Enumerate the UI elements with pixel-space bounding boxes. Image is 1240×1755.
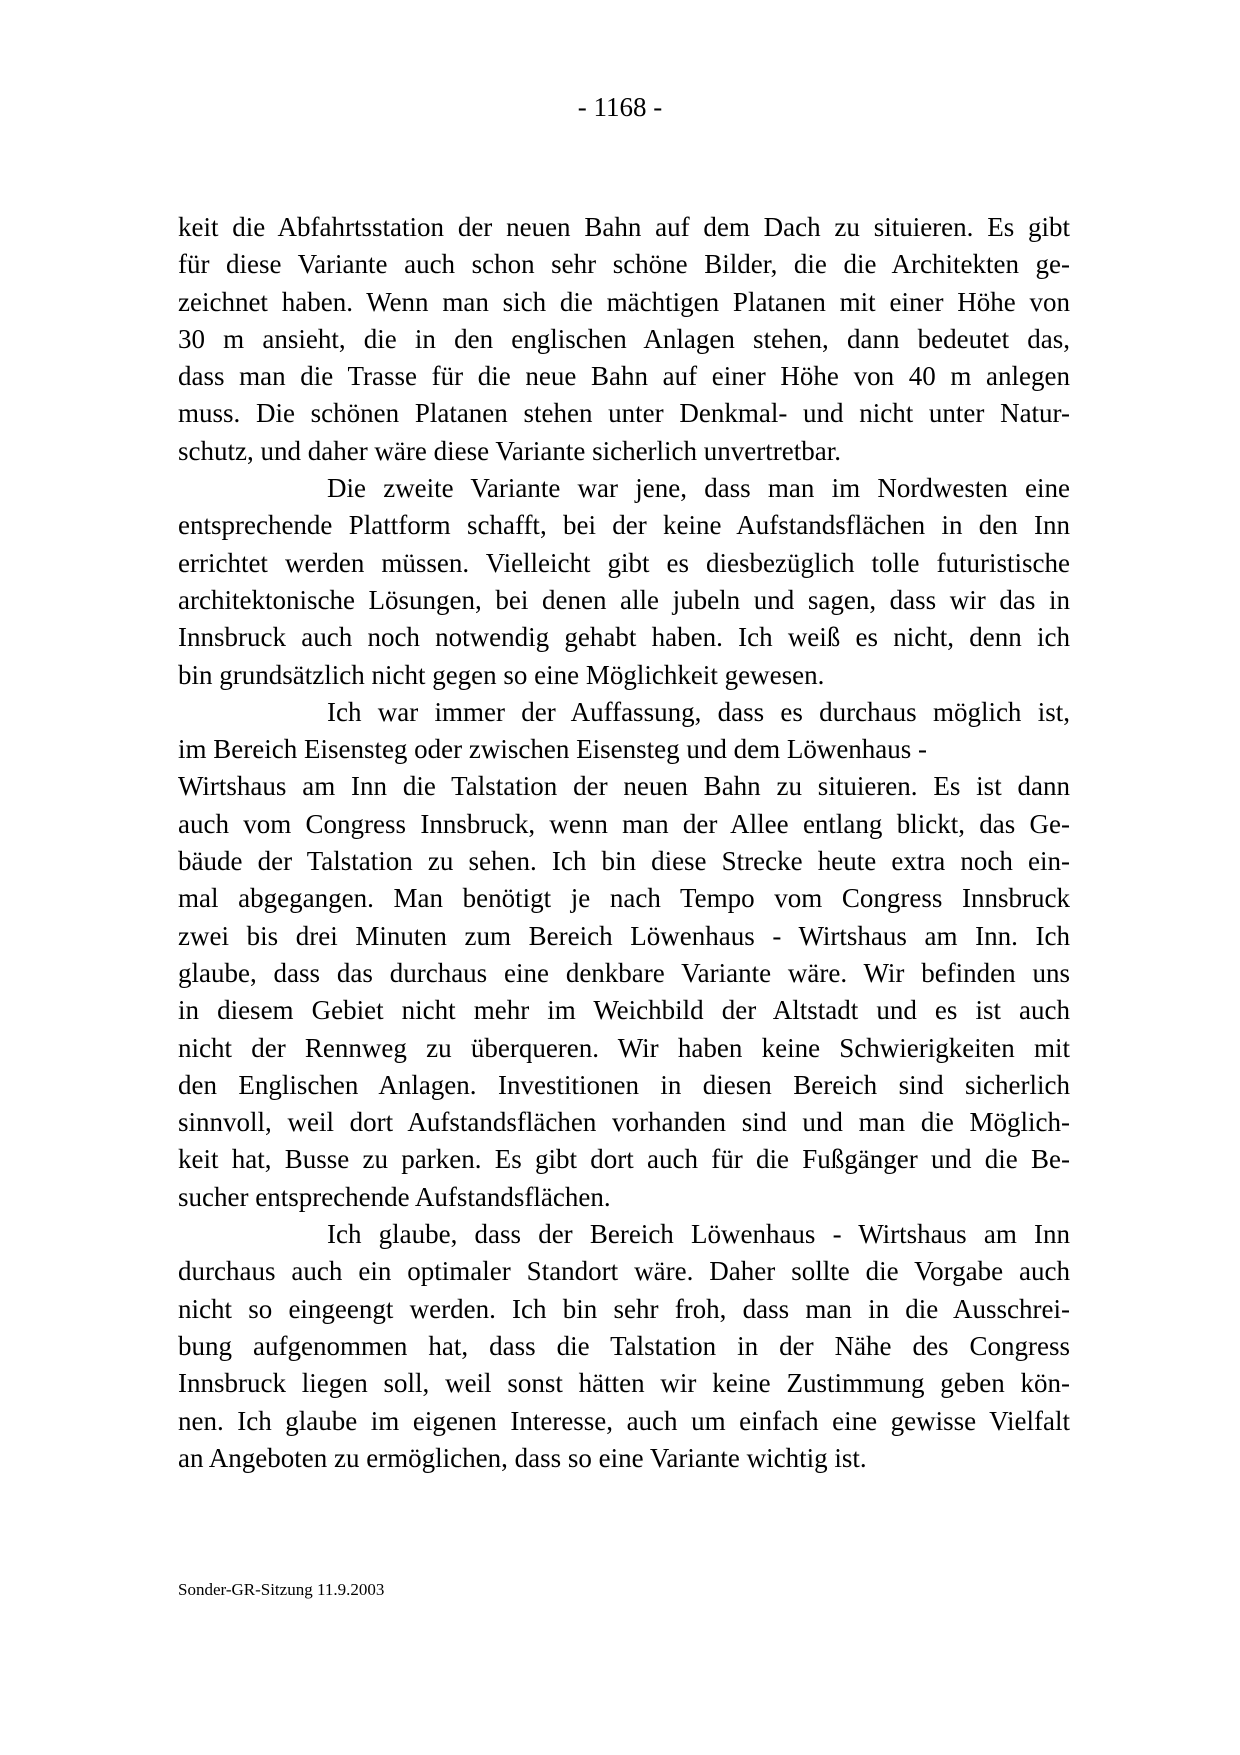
text-line: errichtet werden müssen. Vielleicht gibt es diesbezüglich tolle futuristische: [178, 547, 1070, 578]
text-line: Innsbruck liegen soll, weil sonst hätten wir keine Zustimmung geben kön-: [178, 1368, 1070, 1399]
text-line: an Angeboten zu ermöglichen, dass so eine Variante wichtig ist.: [178, 1442, 867, 1473]
text-line: zeichnet haben. Wenn man sich die mächtigen Platanen mit einer Höhe von: [178, 286, 1070, 317]
text-line: durchaus auch ein optimaler Standort wäre. Daher sollte die Vorgabe auch: [178, 1256, 1070, 1287]
paragraph: [178, 209, 1070, 470]
text-line: zwei bis drei Minuten zum Bereich Löwenhaus - Wirtshaus am Inn. Ich: [178, 920, 1070, 951]
paragraph: [178, 470, 1070, 694]
text-line: nicht der Rennweg zu überqueren. Wir haben keine Schwierigkeiten mit: [178, 1032, 1070, 1063]
text-line: glaube, dass das durchaus eine denkbare Variante wäre. Wir befinden uns: [178, 957, 1070, 988]
text-line: bung aufgenommen hat, dass die Talstation in der Nähe des Congress: [178, 1330, 1070, 1361]
text-line: sucher entsprechende Aufstandsflächen.: [178, 1181, 611, 1212]
text-line: auch vom Congress Innsbruck, wenn man der Allee entlang blickt, das Ge-: [178, 808, 1070, 839]
paragraph: [178, 694, 1070, 1216]
text-line: muss. Die schönen Platanen stehen unter Denkmal- und nicht unter Natur-: [178, 398, 1070, 429]
page-number: - 1168 -: [577, 92, 663, 122]
text-line: nicht so eingeengt werden. Ich bin sehr froh, dass man in die Ausschrei-: [178, 1293, 1070, 1324]
text-line: architektonische Lösungen, bei denen alle jubeln und sagen, dass wir das in: [178, 584, 1070, 615]
text-line: Ich glaube, dass der Bereich Löwenhaus - Wirtshaus am Inn: [327, 1219, 1070, 1250]
text-line: nen. Ich glaube im eigenen Interesse, auch um einfach eine gewisse Vielfalt: [178, 1405, 1070, 1436]
body-text: [178, 209, 1070, 1477]
text-line: Ich war immer der Auffassung, dass es durchaus möglich ist,: [327, 696, 1070, 727]
text-line: entsprechende Plattform schafft, bei der keine Aufstandsflächen in den Inn: [178, 510, 1070, 541]
text-line: Die zweite Variante war jene, dass man im Nordwesten eine: [327, 473, 1070, 504]
text-line: im Bereich Eisensteg oder zwischen Eisensteg und dem Löwenhaus -: [178, 734, 928, 765]
text-line: bin grundsätzlich nicht gegen so eine Möglichkeit gewesen.: [178, 659, 825, 690]
text-line: keit die Abfahrtsstation der neuen Bahn auf dem Dach zu situieren. Es gibt: [178, 212, 1070, 242]
text-line: keit hat, Busse zu parken. Es gibt dort auch für die Fußgänger und die Be-: [178, 1144, 1070, 1175]
text-line: Wirtshaus am Inn die Talstation der neuen Bahn zu situieren. Es ist dann: [178, 771, 1070, 802]
footer: Sonder-GR-Sitzung 11.9.2003: [178, 1580, 385, 1599]
text-line: 30 m ansieht, die in den englischen Anlagen stehen, dann bedeutet das,: [178, 323, 1070, 354]
text-line: dass man die Trasse für die neue Bahn auf einer Höhe von 40 m anlegen: [178, 361, 1070, 392]
text-line: Innsbruck auch noch notwendig gehabt haben. Ich weiß es nicht, denn ich: [178, 622, 1070, 653]
text-line: mal abgegangen. Man benötigt je nach Tempo vom Congress Innsbruck: [178, 883, 1070, 914]
text-line: bäude der Talstation zu sehen. Ich bin diese Strecke heute extra noch ein-: [178, 846, 1070, 877]
text-line: sinnvoll, weil dort Aufstandsflächen vorhanden sind und man die Möglich-: [178, 1107, 1070, 1138]
text-line: in diesem Gebiet nicht mehr im Weichbild der Altstadt und es ist auch: [178, 995, 1070, 1026]
paragraph: [178, 1216, 1070, 1477]
text-line: den Englischen Anlagen. Investitionen in diesen Bereich sind sicherlich: [178, 1069, 1070, 1100]
text-line: schutz, und daher wäre diese Variante sicherlich unvertretbar.: [178, 435, 841, 466]
text-line: für diese Variante auch schon sehr schöne Bilder, die die Architekten ge-: [178, 249, 1070, 280]
